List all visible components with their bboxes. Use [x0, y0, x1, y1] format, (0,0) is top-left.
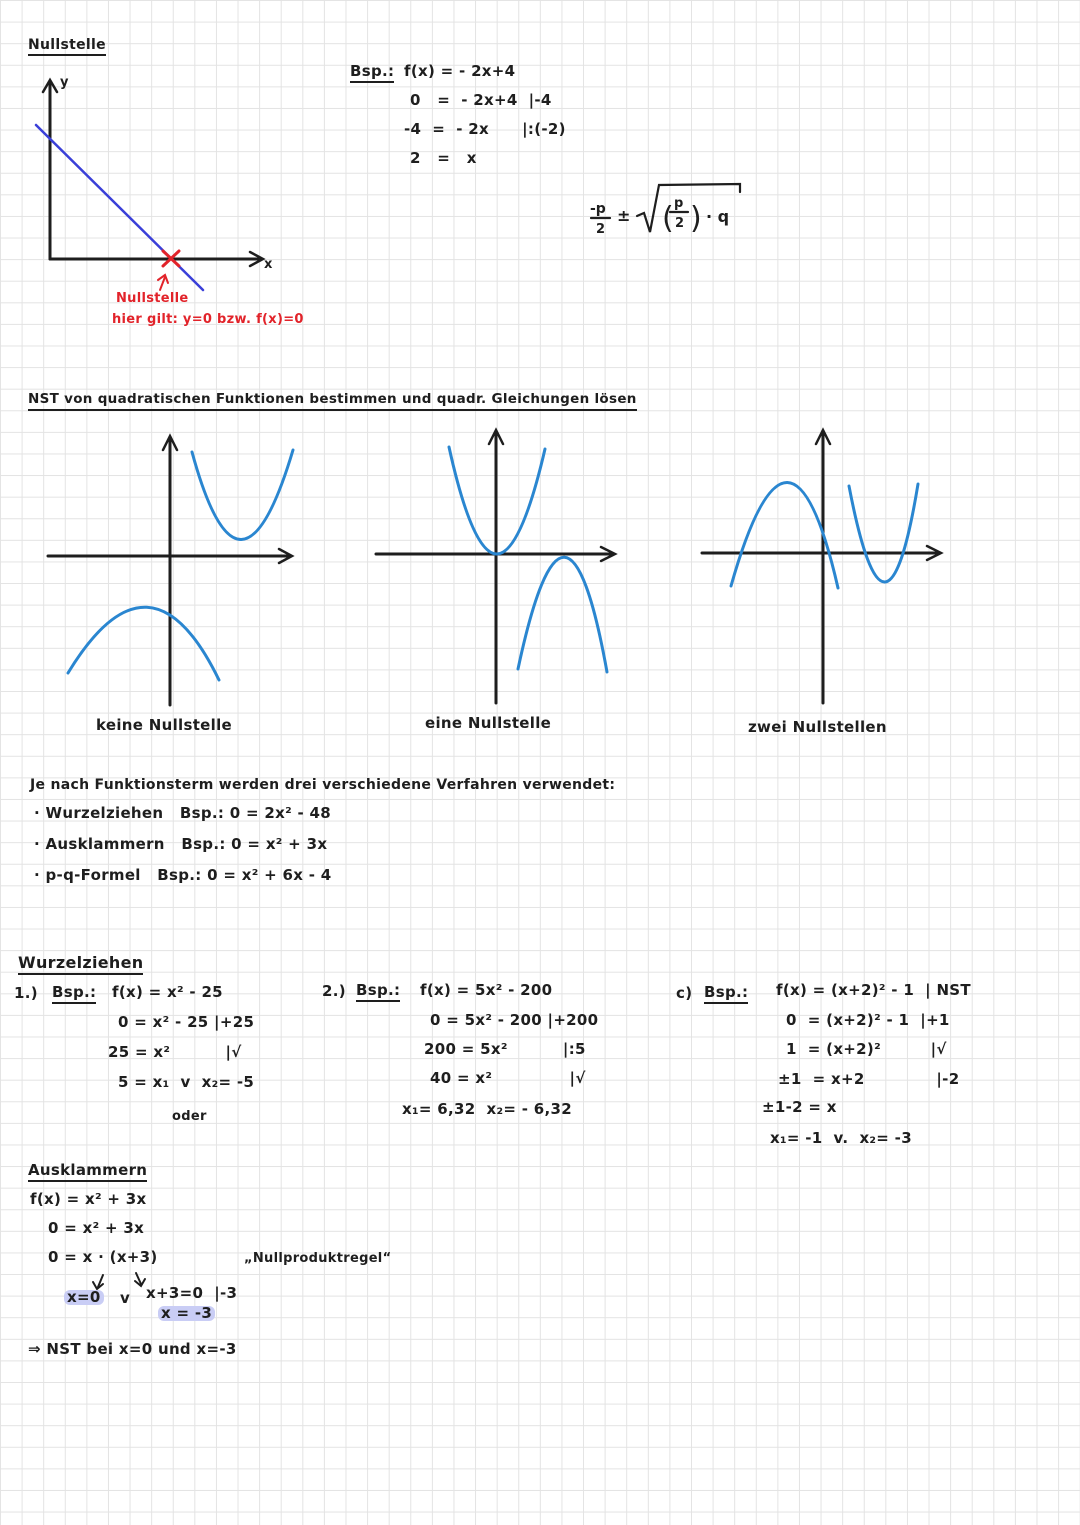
- graph-two-roots: [702, 430, 941, 703]
- split-arrows: [93, 1273, 145, 1289]
- methods-intro: Je nach Funktionsterm werden drei verschiedene Verfahren verwendet:: [30, 777, 616, 793]
- example-line-1: f(x) = - 2x+4: [404, 62, 516, 80]
- ex3-line-6: x₁= -1 v. x₂= -3: [770, 1129, 912, 1147]
- svg-text:±: ±: [617, 206, 631, 225]
- example-label: Bsp.:: [350, 64, 394, 83]
- ex2-line-5: x₁= 6,32 x₂= - 6,32: [402, 1100, 572, 1118]
- example-line-4: 2 = x: [410, 149, 477, 167]
- ex1-number: 1.): [14, 984, 38, 1002]
- ex3-line-4: ±1 = x+2 |-2: [778, 1070, 960, 1088]
- svg-text:· q: · q: [706, 207, 730, 226]
- ex3-label: Bsp.:: [704, 985, 748, 1004]
- solution-x-zero: x=0: [64, 1290, 104, 1305]
- graph-no-root: [48, 436, 293, 705]
- ausklammern-line-2: 0 = x² + 3x: [48, 1219, 145, 1237]
- ex2-number: 2.): [322, 982, 346, 1000]
- example-line-2: 0 = - 2x+4 |-4: [410, 91, 552, 109]
- caption-no-root: keine Nullstelle: [96, 716, 233, 734]
- wurzelziehen-title: Wurzelziehen: [18, 955, 143, 975]
- ex1-oder: oder: [172, 1109, 207, 1124]
- y-axis-label: y: [60, 75, 69, 90]
- nullstelle-marker-label: Nullstelle: [116, 291, 189, 306]
- ex3-line-5: ±1-2 = x: [762, 1098, 837, 1116]
- conclusion: ⇒ NST bei x=0 und x=-3: [28, 1340, 237, 1358]
- ex2-line-2: 0 = 5x² - 200 |+200: [430, 1011, 599, 1029]
- ex1-line-4: 5 = x₁ v x₂= -5: [118, 1073, 255, 1091]
- ex1-line-3: 25 = x² |√: [108, 1043, 242, 1061]
- svg-text:): ): [690, 201, 702, 236]
- svg-text:p: p: [674, 196, 684, 211]
- pq-formula-sketch: [590, 184, 740, 237]
- method-item-1: · Wurzelziehen Bsp.: 0 = 2x² - 48: [34, 804, 332, 822]
- ausklammern-line-1: f(x) = x² + 3x: [30, 1190, 147, 1208]
- svg-text:(: (: [662, 201, 674, 236]
- nullstelle-marker-note: hier gilt: y=0 bzw. f(x)=0: [112, 312, 304, 327]
- ex1-line-2: 0 = x² - 25 |+25: [118, 1013, 255, 1031]
- ex2-line-3: 200 = 5x² |:5: [424, 1040, 586, 1058]
- ex1-label: Bsp.:: [52, 985, 96, 1004]
- svg-text:2: 2: [596, 222, 606, 237]
- or-symbol: v: [120, 1289, 131, 1307]
- x-axis-label: x: [264, 257, 273, 272]
- method-item-3: · p-q-Formel Bsp.: 0 = x² + 6x - 4: [34, 866, 332, 884]
- svg-text:2: 2: [675, 216, 685, 231]
- svg-text:-p: -p: [590, 201, 606, 217]
- solution-x-minus-3: x = -3: [158, 1306, 215, 1321]
- ex2-line-4: 40 = x² |√: [430, 1069, 586, 1087]
- ex3-line-3: 1 = (x+2)² |√: [786, 1040, 947, 1058]
- ex2-label: Bsp.:: [356, 983, 400, 1002]
- ex2-line-1: f(x) = 5x² - 200: [420, 981, 553, 999]
- example-line-3: -4 = - 2x |:(-2): [404, 120, 566, 138]
- ex1-line-1: f(x) = x² - 25: [112, 983, 223, 1001]
- caption-one-root: eine Nullstelle: [425, 714, 552, 732]
- ex3-line-2: 0 = (x+2)² - 1 |+1: [786, 1011, 950, 1029]
- nullstelle-graph: [36, 80, 263, 290]
- quadratic-section-title: NST von quadratischen Funktionen bestimmen und quadr. Gleichungen lösen: [28, 393, 637, 411]
- ex3-line-1: f(x) = (x+2)² - 1 | NST: [776, 981, 971, 999]
- nullproduktregel-label: „Nullproduktregel“: [244, 1251, 392, 1266]
- ausklammern-title: Ausklammern: [28, 1163, 147, 1182]
- method-item-2: · Ausklammern Bsp.: 0 = x² + 3x: [34, 835, 328, 853]
- solution-equation: x+3=0 |-3: [146, 1284, 238, 1302]
- graph-one-root: [376, 430, 615, 703]
- ex3-number: c): [676, 984, 693, 1002]
- nullstelle-title: Nullstelle: [28, 38, 106, 56]
- ausklammern-line-3: 0 = x · (x+3): [48, 1248, 158, 1266]
- caption-two-roots: zwei Nullstellen: [748, 718, 887, 736]
